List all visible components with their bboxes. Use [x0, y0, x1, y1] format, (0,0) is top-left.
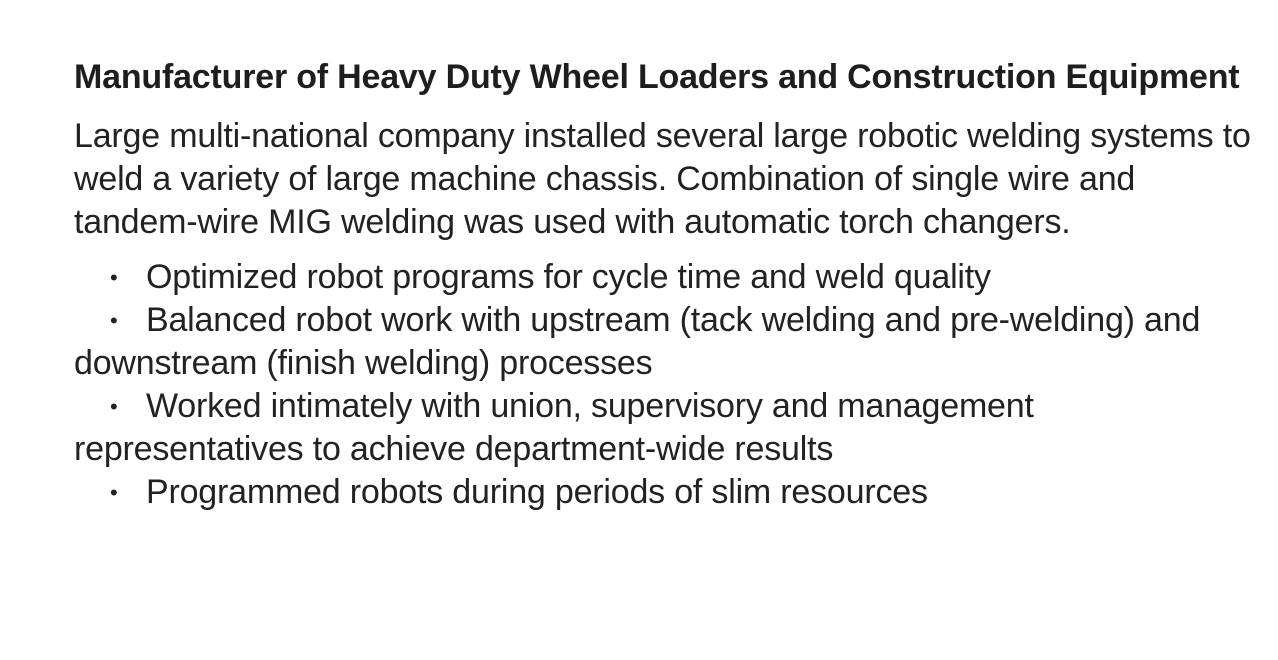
project-section — [74, 56, 1264, 514]
list-item-text: Worked intimately with union, supervisory and management representatives to achieve department-wide results — [74, 387, 1034, 468]
project-heading: Manufacturer of Heavy Duty Wheel Loaders and Construction Equipment — [74, 58, 1240, 96]
list-item — [74, 299, 1264, 385]
project-description: Large multi-national company installed several large robotic welding systems to weld a variety of large machine chassis. Combination of single wire and tandem-wire MIG welding was used with automatic torch changers. — [74, 117, 1251, 241]
list-item-text: Programmed robots during periods of slim resources — [146, 473, 928, 511]
list-item — [74, 385, 1264, 471]
bullet-dot-icon: • — [110, 394, 118, 419]
list-item — [74, 471, 1264, 514]
list-item — [74, 256, 1264, 299]
bullet-dot-icon: • — [110, 265, 118, 290]
bullet-dot-icon: • — [110, 308, 118, 333]
list-item-text: Optimized robot programs for cycle time and weld quality — [146, 258, 991, 296]
list-item-text: Balanced robot work with upstream (tack welding and pre-welding) and downstream (finish welding) processes — [74, 301, 1201, 382]
achievements-list — [74, 256, 1264, 514]
bullet-dot-icon: • — [110, 480, 118, 505]
